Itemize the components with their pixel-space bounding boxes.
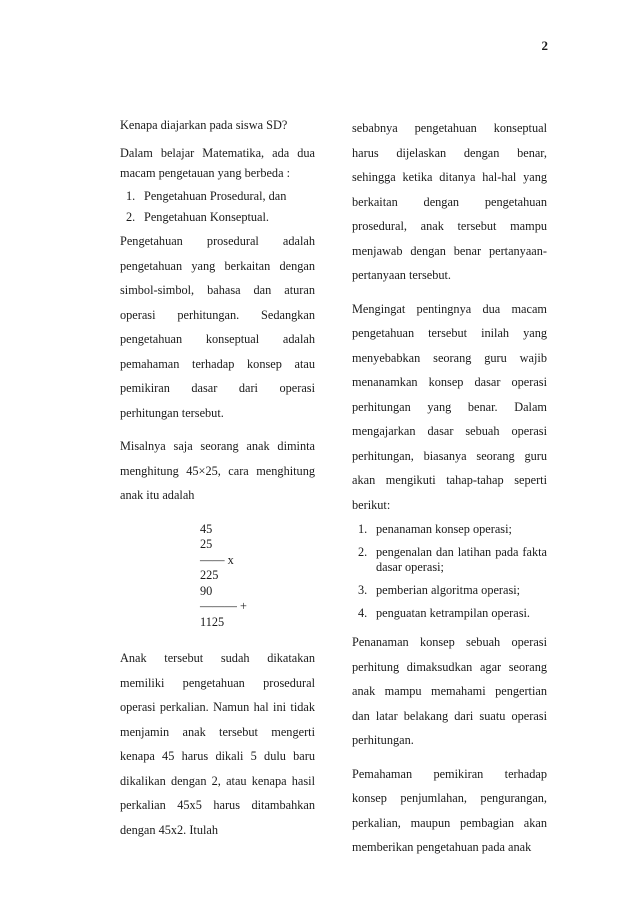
list-number: 1. [358, 522, 368, 536]
list-item-text: penanaman konsep operasi; [376, 522, 512, 536]
list-item [352, 522, 547, 537]
list-item [352, 606, 547, 621]
list-number: 2. [126, 210, 136, 224]
list-item-text: Pengetahuan Prosedural, dan [144, 189, 287, 203]
page-number: 2 [541, 38, 548, 53]
list-item-text: penguatan ketrampilan operasi. [376, 606, 530, 620]
left-column [120, 116, 315, 842]
list-item-text: Pengetahuan Konseptual. [144, 210, 269, 224]
list-item [352, 583, 547, 598]
example-paragraph: Misalnya saja seorang anak diminta menghitung 45×25, cara menghitung anak itu adalah [120, 439, 315, 502]
list-item-text: pengenalan dan latihan pada fakta dasar operasi; [376, 545, 547, 574]
list-number: 1. [126, 189, 136, 203]
list-number: 3. [358, 583, 368, 597]
list-item [352, 545, 547, 575]
calc-line: ——— + [200, 599, 247, 613]
section-heading: Kenapa diajarkan pada siswa SD? [120, 118, 288, 132]
calc-line: 45 [200, 521, 213, 536]
calc-line: 25 [200, 537, 213, 551]
calc-line: 90 [200, 583, 213, 598]
knowledge-list [120, 189, 315, 225]
list-item-text: pemberian algoritma operasi; [376, 583, 521, 597]
list-item [120, 189, 315, 204]
multiplication-calculation [200, 522, 315, 631]
explanation-paragraph: Anak tersebut sudah dikatakan memiliki pengetahuan prosedural operasi perkalian. Namun hal ini tidak menjamin anak tersebut mengerti kenapa 45 harus dikali 5 dulu baru dikalikan dengan 2, atau kenapa hasil perkalian 45x5 harus ditambahkan dengan 45x2. Itulah [120, 651, 315, 837]
concept-paragraph: Penanaman konsep sebuah operasi perhitung dimaksudkan agar seorang anak mampu memahami pengertian dan latar belakang dari suatu operasi perhitungan. [352, 635, 547, 747]
list-item [120, 210, 315, 225]
calc-line: 1125 [200, 614, 225, 629]
calc-line: —— x [200, 552, 234, 567]
stages-list [352, 522, 547, 621]
definition-paragraph: Pengetahuan prosedural adalah pengetahuan yang berkaitan dengan simbol-simbol, bahasa dan aturan operasi perhitungan. Sedangkan pengetahuan konseptual adalah pemahaman terhadap konsep atau pemikiran dasar dari operasi perhitungan tersebut. [120, 234, 315, 420]
calc-line: 225 [200, 568, 219, 582]
list-number: 4. [358, 606, 368, 620]
intro-paragraph: Dalam belajar Matematika, ada dua macam pengetauan yang berbeda : [120, 146, 315, 180]
understanding-paragraph: Pemahaman pemikiran terhadap konsep penjumlahan, pengurangan, perkalian, maupun pembagian akan memberikan pengetahuan pada anak [352, 766, 547, 854]
stages-paragraph: Mengingat pentingnya dua macam pengetahuan tersebut inilah yang menyebabkan seorang guru wajib menanamkan konsep dasar operasi perhitungan yang benar. Dalam mengajarkan dasar sebuah operasi perhitungan, biasanya seorang guru akan mengikuti tahap-tahap seperti berikut: [352, 301, 547, 512]
right-column [352, 116, 547, 860]
list-number: 2. [358, 545, 368, 559]
continuation-paragraph: sebabnya pengetahuan konseptual harus dijelaskan dengan benar, sehingga ketika ditanya hal-hal yang berkaitan dengan pengetahuan prosedural, anak tersebut mampu menjawab dengan benar pertanyaan-pertanyaan tersebut. [352, 121, 547, 282]
